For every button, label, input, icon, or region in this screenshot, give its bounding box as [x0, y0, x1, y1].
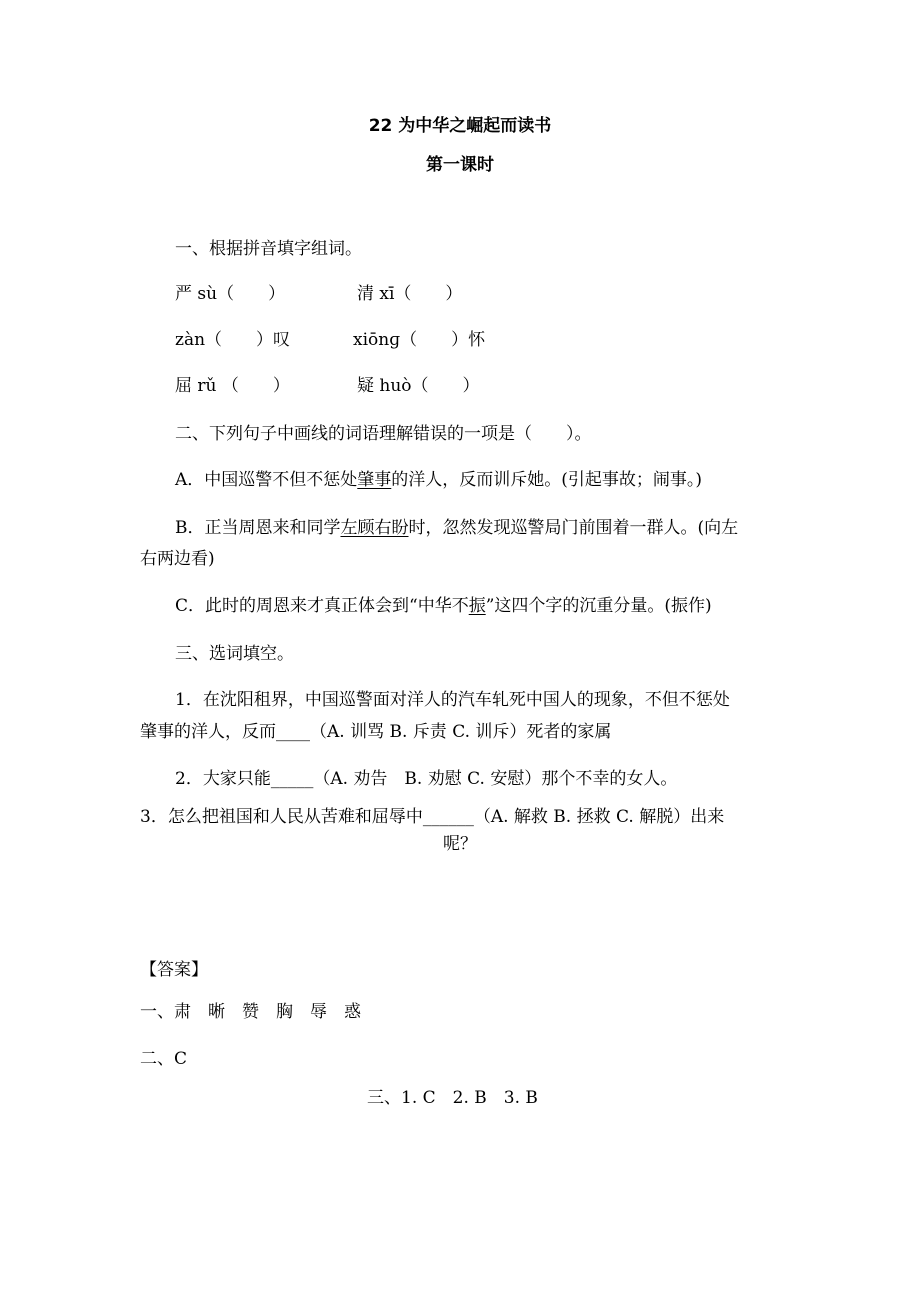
answer-2: 二、C [140, 1049, 188, 1069]
underlined-word: 肇事 [357, 470, 392, 490]
pinyin-item: 屈 rǔ （ ） [175, 376, 290, 396]
option-b-continued: 右两边看) [140, 549, 215, 569]
pinyin-item: 严 sù（ ） [175, 284, 286, 304]
option-a-text: 的洋人，反而训斥她。(引起事故；闹事。) [391, 470, 703, 490]
pinyin-item: 清 xī（ ） [357, 284, 463, 304]
question-3: 3．怎么把祖国和人民从苦难和屈辱中______（A. 解救 B. 拯救 C. 解脱）出来 [140, 807, 725, 827]
question-1: 1．在沈阳租界，中国巡警面对洋人的汽车轧死中国人的现象，不但不惩处 [175, 690, 730, 710]
option-b [175, 516, 738, 540]
question-2: 2．大家只能_____（A. 劝告 B. 劝慰 C. 安慰）那个不幸的女人。 [175, 769, 678, 789]
page-title: 22 为中华之崛起而读书 [368, 116, 552, 136]
option-b-text: 时，忽然发现巡警局门前围着一群人。(向左 [408, 518, 739, 538]
question-3-continued: 呢？ [443, 834, 477, 854]
pinyin-row [175, 282, 462, 306]
pinyin-item: 疑 huò（ ） [357, 376, 480, 396]
pinyin-row [175, 328, 485, 352]
page-subtitle: 第一课时 [426, 155, 494, 175]
section3-heading: 三、选词填空。 [175, 644, 294, 664]
option-c [175, 594, 712, 618]
question-1-continued: 肇事的洋人，反而____（A. 训骂 B. 斥责 C. 训斥）死者的家属 [140, 722, 612, 742]
option-a-text: A．中国巡警不但不惩处 [175, 470, 358, 490]
answer-3: 三、1. C 2. B 3. B [367, 1088, 538, 1108]
section1-heading: 一、根据拼音填字组词。 [175, 239, 362, 259]
pinyin-item: xiōnɡ（ ）怀 [353, 330, 486, 350]
option-c-text: C．此时的周恩来才真正体会到“中华不 [175, 596, 469, 616]
underlined-word: 左顾右盼 [340, 518, 409, 538]
pinyin-row [175, 374, 480, 398]
pinyin-item: zàn（ ）叹 [175, 330, 291, 350]
answer-1: 一、肃 晰 赞 胸 辱 惑 [140, 1002, 361, 1022]
answers-heading: 【答案】 [140, 960, 208, 980]
option-c-text: ”这四个字的沉重分量。(振作) [485, 596, 712, 616]
option-b-text: B．正当周恩来和同学 [175, 518, 341, 538]
section2-heading: 二、下列句子中画线的词语理解错误的一项是（ ）。 [175, 424, 592, 444]
underlined-word: 振 [468, 596, 486, 616]
option-a [175, 468, 702, 492]
